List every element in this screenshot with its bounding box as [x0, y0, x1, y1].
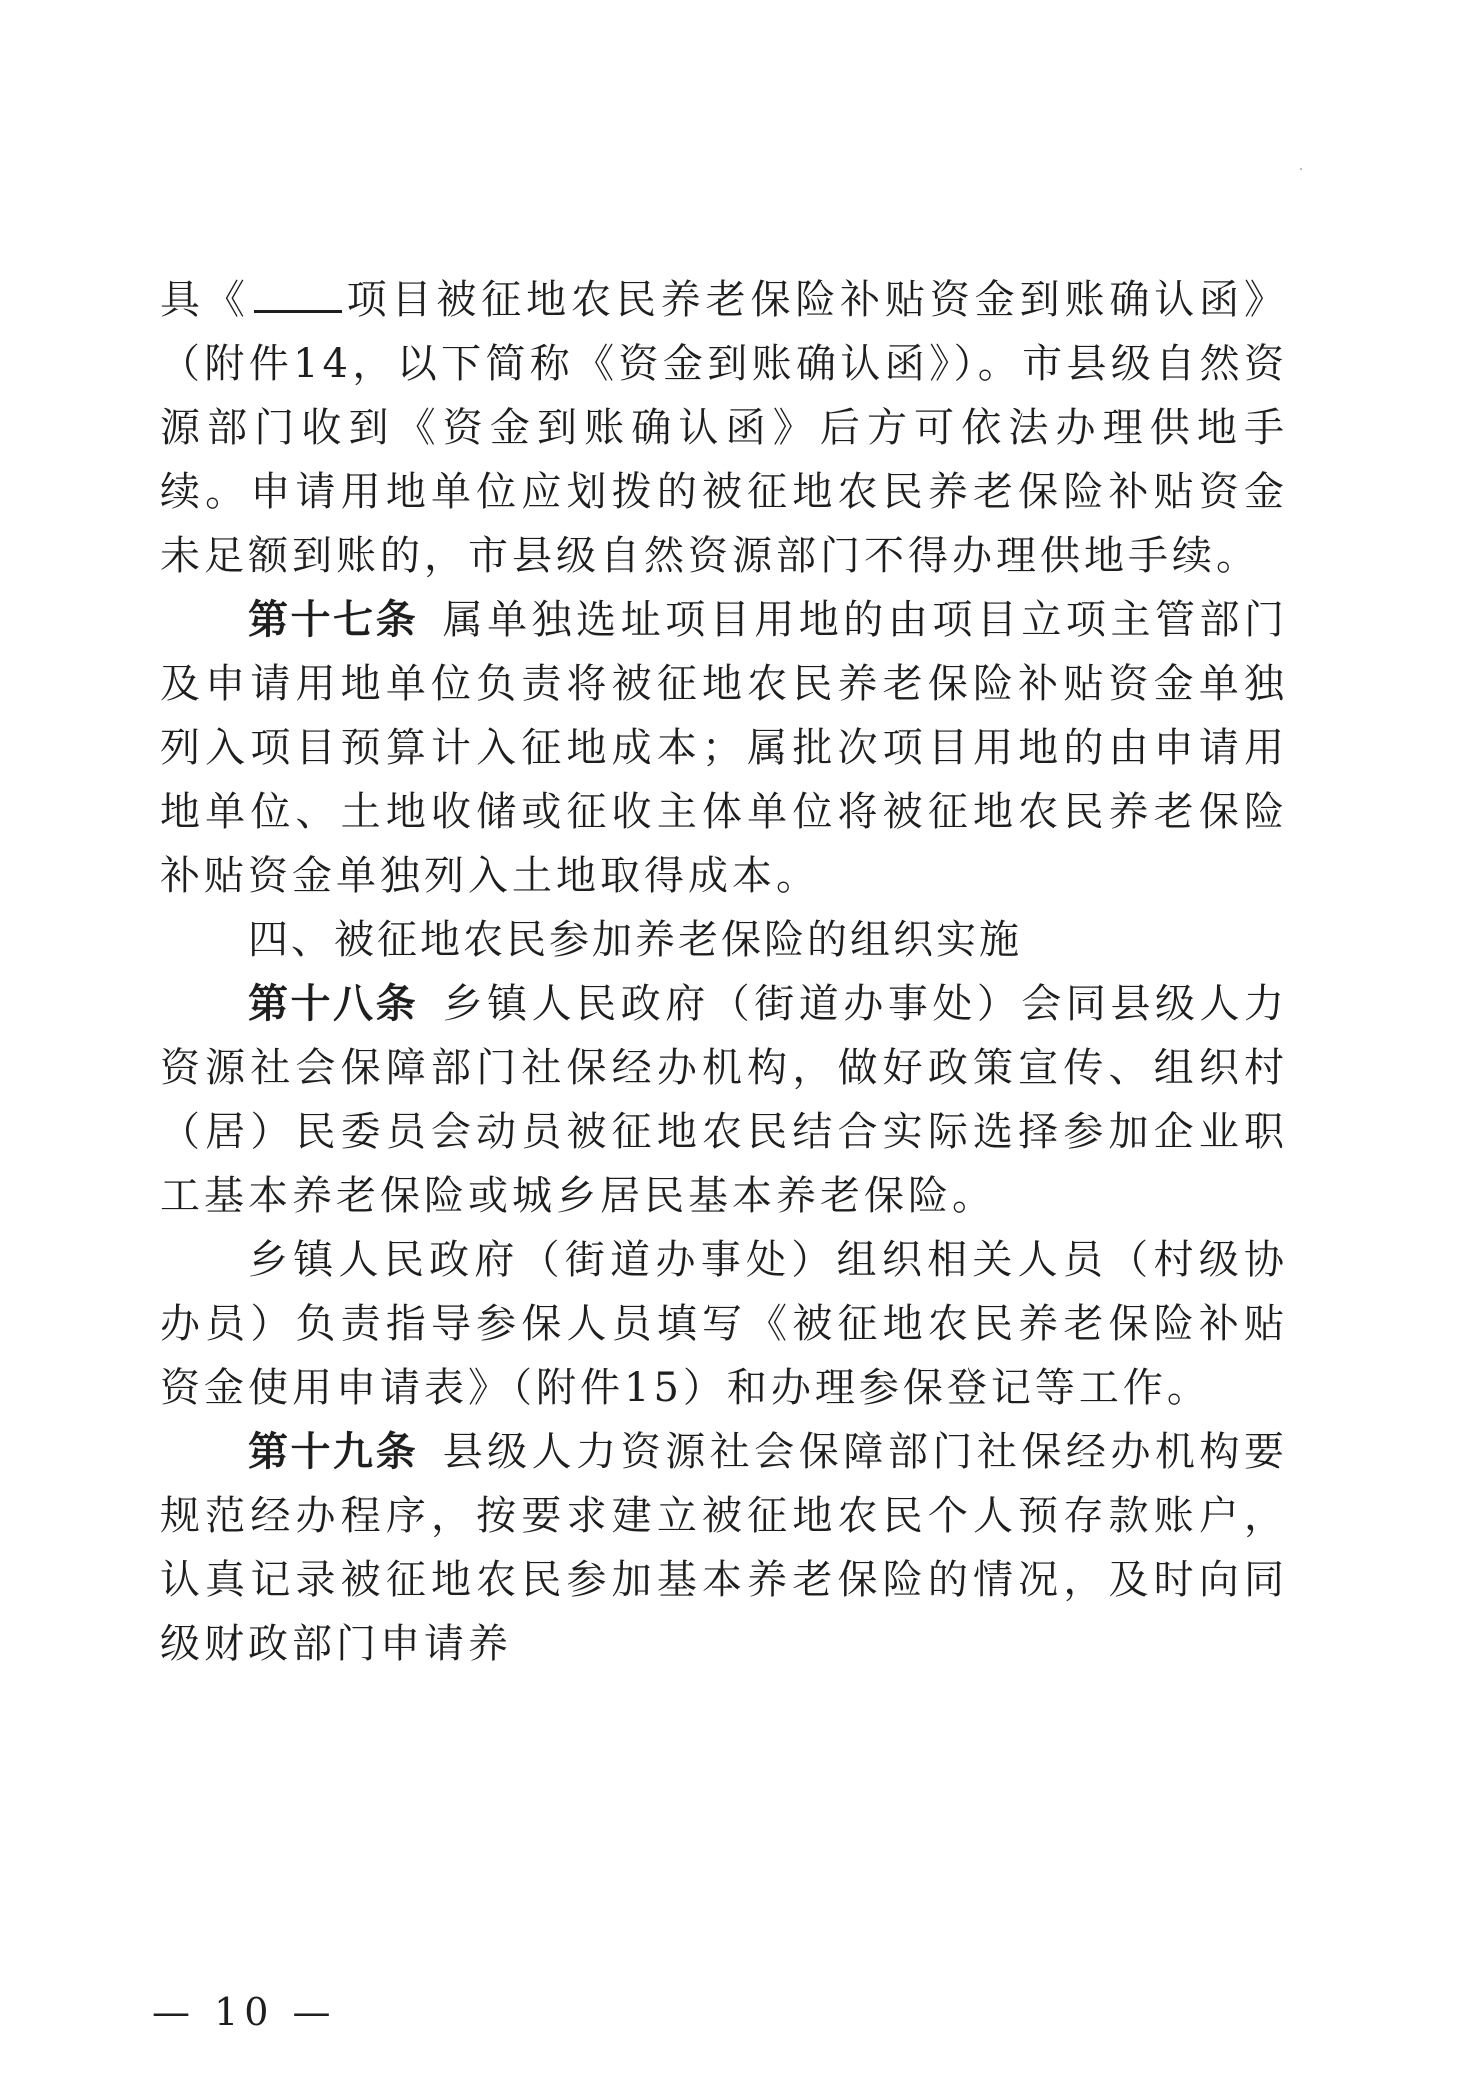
article-18-label: 第十八条 — [248, 981, 419, 1027]
scan-speck — [1300, 168, 1302, 170]
paragraph-text: 项目被征地农民养老保险补贴资金到账确认函》（附件14，以下简称《资金到账确认函》）。市县级自然资源部门收到《资金到账确认函》后方可依法办理供地手续。申请用地单位应划拨的被征地农民养老保险补贴资金未足额到账的，市县级自然资源部门不得办理供地手续。 — [160, 277, 1289, 579]
article-17-label: 第十七条 — [248, 597, 419, 643]
paragraph-continuation — [160, 268, 1288, 588]
blank-fill-line — [254, 274, 342, 313]
article-18 — [160, 972, 1288, 1228]
document-body — [160, 268, 1288, 1676]
paragraph-text-prefix: 具《 — [160, 277, 250, 323]
article-19 — [160, 1420, 1288, 1676]
article-17-text: 属单独选址项目用地的由项目立项主管部门及申请用地单位负责将被征地农民养老保险补贴资金单独列入项目预算计入征地成本；属批次项目用地的由申请用地单位、土地收储或征收主体单位将被征地农民养老保险补贴资金单独列入土地取得成本。 — [160, 597, 1289, 899]
article-19-label: 第十九条 — [248, 1429, 419, 1475]
article-18-text: 乡镇人民政府（街道办事处）会同县级人力资源社会保障部门社保经办机构，做好政策宣传、组织村（居）民委员会动员被征地农民结合实际选择参加企业职工基本养老保险或城乡居民基本养老保险。 — [160, 981, 1289, 1219]
article-18-paragraph-2: 乡镇人民政府（街道办事处）组织相关人员（村级协办员）负责指导参保人员填写《被征地农民养老保险补贴资金使用申请表》（附件15）和办理参保登记等工作。 — [160, 1237, 1288, 1411]
page-number: — 10 — — [152, 1990, 337, 2034]
article-17 — [160, 588, 1288, 908]
section-4-heading: 四、被征地农民参加养老保险的组织实施 — [248, 917, 1022, 963]
article-19-text: 县级人力资源社会保障部门社保经办机构要规范经办程序，按要求建立被征地农民个人预存款账户，认真记录被征地农民参加基本养老保险的情况，及时向同级财政部门申请养 — [160, 1429, 1289, 1667]
